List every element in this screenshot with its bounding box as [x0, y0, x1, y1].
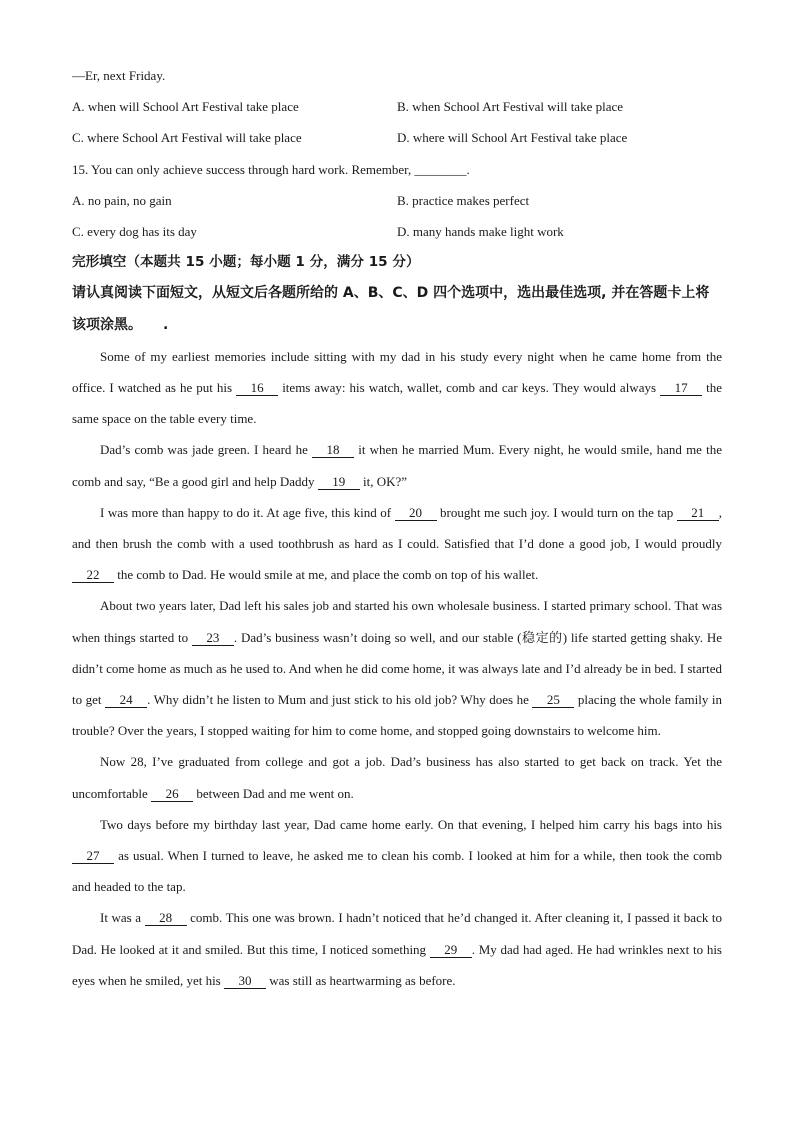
passage-text: brought me such joy. I would turn on the tap	[436, 504, 677, 520]
passage-text: It was a	[100, 910, 145, 926]
blank-26[interactable]: 26	[151, 787, 193, 802]
passage-text: . Why didn’t he listen to Mum and just stick to his old job? Why does he	[147, 692, 533, 708]
blank-24[interactable]: 24	[105, 693, 147, 708]
passage-text: it when he married Mum. Every night, he would smile, hand me the comb and say, “Be a good girl and help Daddy	[72, 442, 722, 489]
blank-17[interactable]: 17	[660, 381, 702, 396]
passage-text: Some of my earliest memories include sitting with my dad in his study every night when he came home from the office. I watched as he put his	[72, 348, 722, 396]
passage-text: was still as heartwarming as before.	[266, 972, 456, 988]
passage-text: Now 28, I’ve graduated from college and got a job. Dad’s business has also started to get back on track. Yet the uncomfortable	[72, 754, 722, 801]
blank-22[interactable]: 22	[72, 568, 114, 583]
blank-18[interactable]: 18	[312, 443, 354, 458]
passage-paragraph-4	[72, 590, 722, 746]
passage-text: About two years later, Dad left his sales job and started his own wholesale business. I started primary school. That was when things started to	[72, 598, 722, 645]
passage-paragraph-3	[72, 497, 722, 591]
passage-paragraph-6	[72, 809, 722, 903]
q14-answer-line: —Er, next Friday.	[72, 68, 166, 83]
q15-option-d[interactable]: D. many hands make light work	[397, 224, 564, 240]
passage-text: I was more than happy to do it. At age five, this kind of	[100, 504, 395, 520]
blank-28[interactable]: 28	[145, 911, 187, 926]
passage-text: the same space on the table every time.	[72, 380, 722, 427]
passage-paragraph-2	[72, 434, 722, 496]
passage-paragraph-7	[72, 902, 722, 996]
passage-text: as usual. When I turned to leave, he asked me to clean his comb. I looked at him for a while, then took the comb and headed to the tap.	[72, 848, 722, 895]
passage-text: it, OK?”	[359, 473, 408, 489]
section-title: 完形填空（本题共 15 小题；每小题 1 分，满分 15 分）	[72, 254, 420, 271]
q15-stem: 15. You can only achieve success through hard work. Remember, ________.	[72, 161, 470, 177]
q15-options-row-1	[72, 185, 722, 216]
q14-option-d[interactable]: D. where will School Art Festival take place	[397, 130, 628, 146]
passage-text: placing the whole family in trouble? Over the years, I stopped waiting for him to come home, and stopped going downstairs to welcome him.	[72, 692, 722, 739]
passage-text: Two days before my birthday last year, Dad came home early. On that evening, I helped him carry his bags into his	[100, 816, 722, 832]
q14-option-b[interactable]: B. when School Art Festival will take place	[397, 99, 624, 115]
passage-paragraph-1	[72, 341, 722, 435]
q14-options-row-2	[72, 122, 722, 153]
q15-option-b[interactable]: B. practice makes perfect	[397, 192, 530, 208]
q14-option-c[interactable]: C. where School Art Festival will take place	[72, 130, 302, 146]
blank-29[interactable]: 29	[430, 943, 472, 958]
section-instruction: 请认真阅读下面短文，从短文后各题所给的 A、B、C、D 四个选项中，选出最佳选项, 并在答题卡上将该项涂黑。 .	[72, 285, 710, 333]
exam-page	[72, 60, 722, 996]
blank-20[interactable]: 20	[395, 506, 437, 521]
blank-27[interactable]: 27	[72, 849, 114, 864]
q14-option-a[interactable]: A. when will School Art Festival take place	[72, 99, 299, 115]
blank-30[interactable]: 30	[224, 974, 266, 989]
blank-19[interactable]: 19	[318, 475, 360, 490]
blank-23[interactable]: 23	[192, 631, 234, 646]
q15-option-c[interactable]: C. every dog has its day	[72, 224, 197, 240]
passage-text: the comb to Dad. He would smile at me, and place the comb on top of his wallet.	[114, 567, 539, 583]
passage-text: items away: his watch, wallet, comb and car keys. They would always	[278, 380, 661, 396]
passage-text: comb. This one was brown. I hadn’t noticed that he’d changed it. After cleaning it, I passed it back to Dad. He looked at it and smiled. But this time, I noticed something	[72, 910, 722, 957]
passage-text: . Dad’s business wasn’t doing so well, and our stable (稳定的) life started getting shaky. He didn’t come home as much as he used to. And when he did come home, it was always late and I’d already be in bed. I started to get	[72, 629, 722, 708]
blank-16[interactable]: 16	[236, 381, 278, 396]
passage-text: between Dad and me went on.	[193, 785, 354, 801]
blank-21[interactable]: 21	[677, 506, 719, 521]
q15-option-a[interactable]: A. no pain, no gain	[72, 192, 172, 208]
q14-options-row-1	[72, 91, 722, 122]
blank-25[interactable]: 25	[532, 693, 574, 708]
passage-text: , and then brush the comb with a used toothbrush as hard as I could. Satisfied that I’d done a good job, I would proudly	[72, 504, 722, 552]
q15-options-row-2	[72, 216, 722, 247]
passage-text: . My dad had aged. He had wrinkles next to his eyes when he smiled, yet his	[72, 941, 722, 988]
passage-paragraph-5	[72, 746, 722, 808]
passage-text: Dad’s comb was jade green. I heard he	[100, 442, 313, 458]
